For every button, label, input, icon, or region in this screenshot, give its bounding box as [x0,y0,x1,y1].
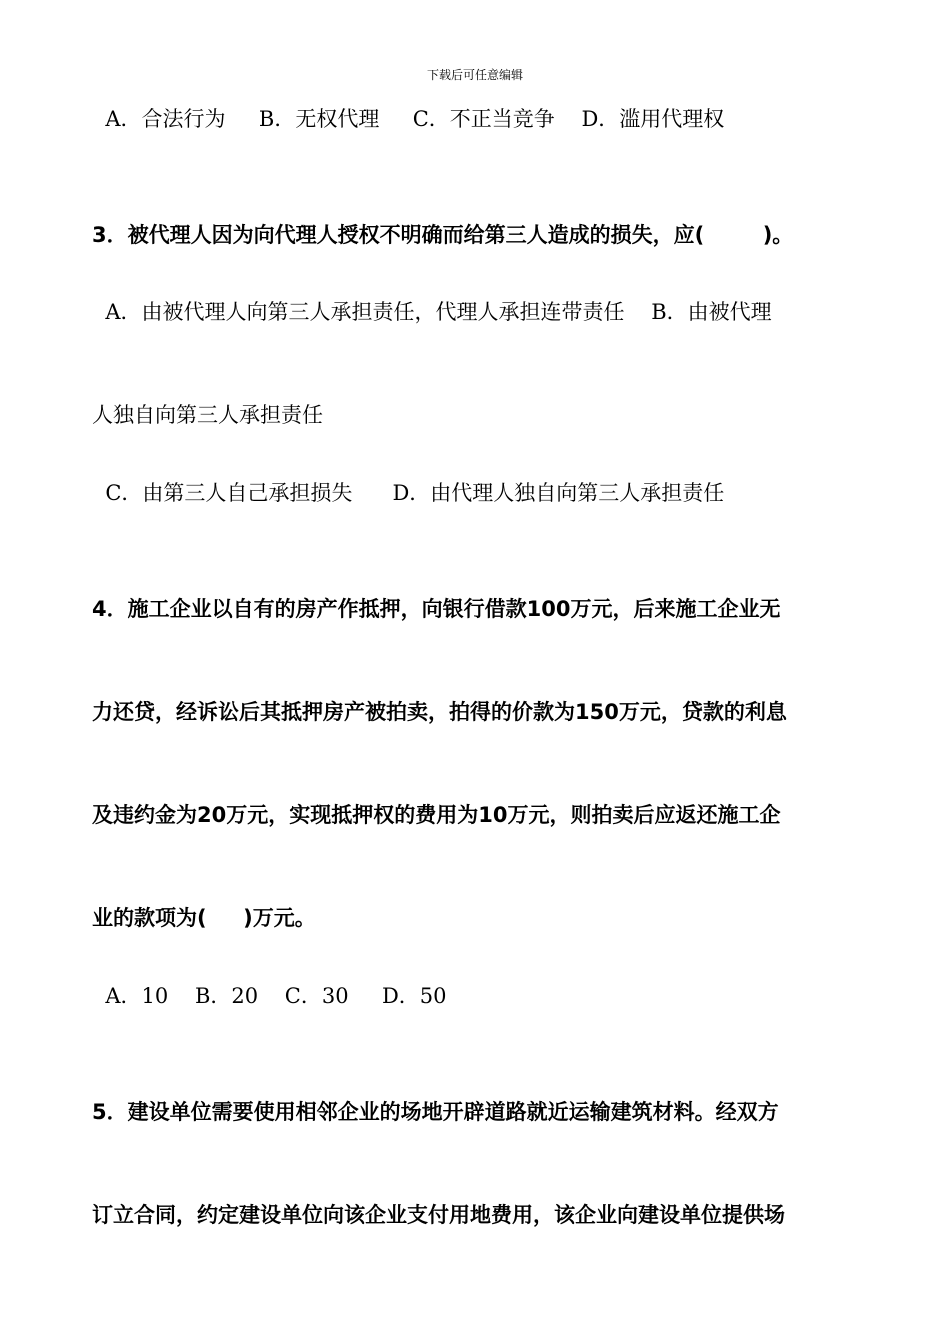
q4-options: A．10 B．20 C．30 D．50 [92,984,447,1008]
q4-stem-line3: 及违约金为20万元，实现抵押权的费用为10万元，则拍卖后应返还施工企 [92,803,781,827]
q3-option-b-cont: 人独自向第三人承担责任 [92,403,323,427]
q3-option-a-b: A．由被代理人向第三人承担责任，代理人承担连带责任 B．由被代理 [92,300,772,324]
q5-stem-line2: 订立合同，约定建设单位向该企业支付用地费用，该企业向建设单位提供场 [92,1203,785,1227]
q4-stem-line1: 4．施工企业以自有的房产作抵押，向银行借款100万元，后来施工企业无 [92,597,781,621]
page-header: 下载后可任意编辑 [426,68,523,82]
q5-stem-line1: 5．建设单位需要使用相邻企业的场地开辟道路就近运输建筑材料。经双方 [92,1100,779,1124]
q4-stem-line2: 力还贷，经诉讼后其抵押房产被拍卖，拍得的价款为150万元，贷款的利息 [92,700,787,724]
q3-option-c-d: C．由第三人自己承担损失 D．由代理人独自向第三人承担责任 [92,481,725,505]
q4-stem-line4: 业的款项为( )万元。 [92,906,316,930]
q3-stem: 3．被代理人因为向代理人授权不明确而给第三人造成的损失，应( )。 [92,223,794,247]
q2-options: A．合法行为 B．无权代理 C．不正当竞争 D．滥用代理权 [92,107,725,131]
